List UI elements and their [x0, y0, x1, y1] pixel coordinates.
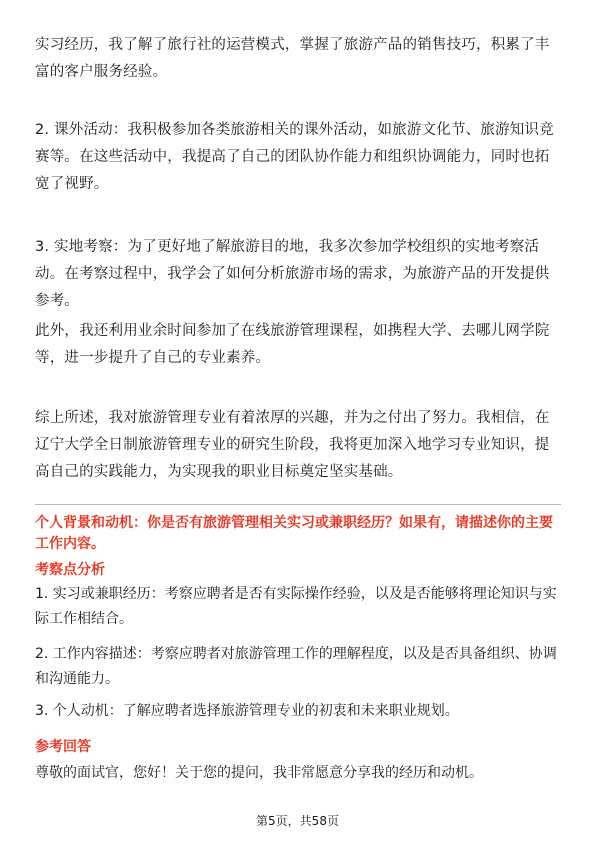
paragraph-field-study: 3. 实地考察：为了更好地了解旅游目的地，我多次参加学校组织的实地考察活动。在考察过程中，我学会了如何分析旅游市场的需求，为旅游产品的开发提供参考。	[35, 239, 550, 309]
reference-heading: 参考回答	[35, 739, 91, 755]
reference-answer: 尊敬的面试官，您好！关于您的提问，我非常愿意分享我的经历和动机。	[35, 765, 483, 781]
analysis-heading: 考察点分析	[35, 562, 105, 578]
section-divider	[35, 504, 561, 505]
analysis-item-1: 1. 实习或兼职经历：考察应聘者是否有实际操作经验，以及是否能够将理论知识与实际工作相结合。	[35, 586, 557, 627]
analysis-item-2: 2. 工作内容描述：考察应聘者对旅游管理工作的理解程度，以及是否具备组织、协调和沟通能力。	[35, 646, 557, 687]
page-number: 第5页，共58页	[256, 814, 339, 828]
paragraph-conclusion: 综上所述，我对旅游管理专业有着浓厚的兴趣，并为之付出了努力。我相信，在辽宁大学全日制旅游管理专业的研究生阶段，我将更加深入地学习专业知识，提高自己的实践能力，为实现我的职业目标奠定坚实基础。	[35, 410, 550, 480]
paragraph-online-courses: 此外，我还利用业余时间参加了在线旅游管理课程，如携程大学、去哪儿网学院等，进一步提升了自己的专业素养。	[35, 323, 550, 366]
paragraph-internship: 实习经历，我了解了旅行社的运营模式，掌握了旅游产品的销售技巧，积累了丰富的客户服务经验。	[35, 37, 550, 80]
analysis-item-3: 3. 个人动机：了解应聘者选择旅游管理专业的初衷和未来职业规划。	[35, 703, 459, 719]
interview-question: 个人背景和动机：你是否有旅游管理相关实习或兼职经历？如果有，请描述你的主要工作内容。	[35, 515, 553, 552]
paragraph-extracurricular: 2. 课外活动：我积极参加各类旅游相关的课外活动，如旅游文化节、旅游知识竞赛等。在这些活动中，我提高了自己的团队协作能力和组织协调能力，同时也拓宽了视野。	[35, 122, 554, 192]
